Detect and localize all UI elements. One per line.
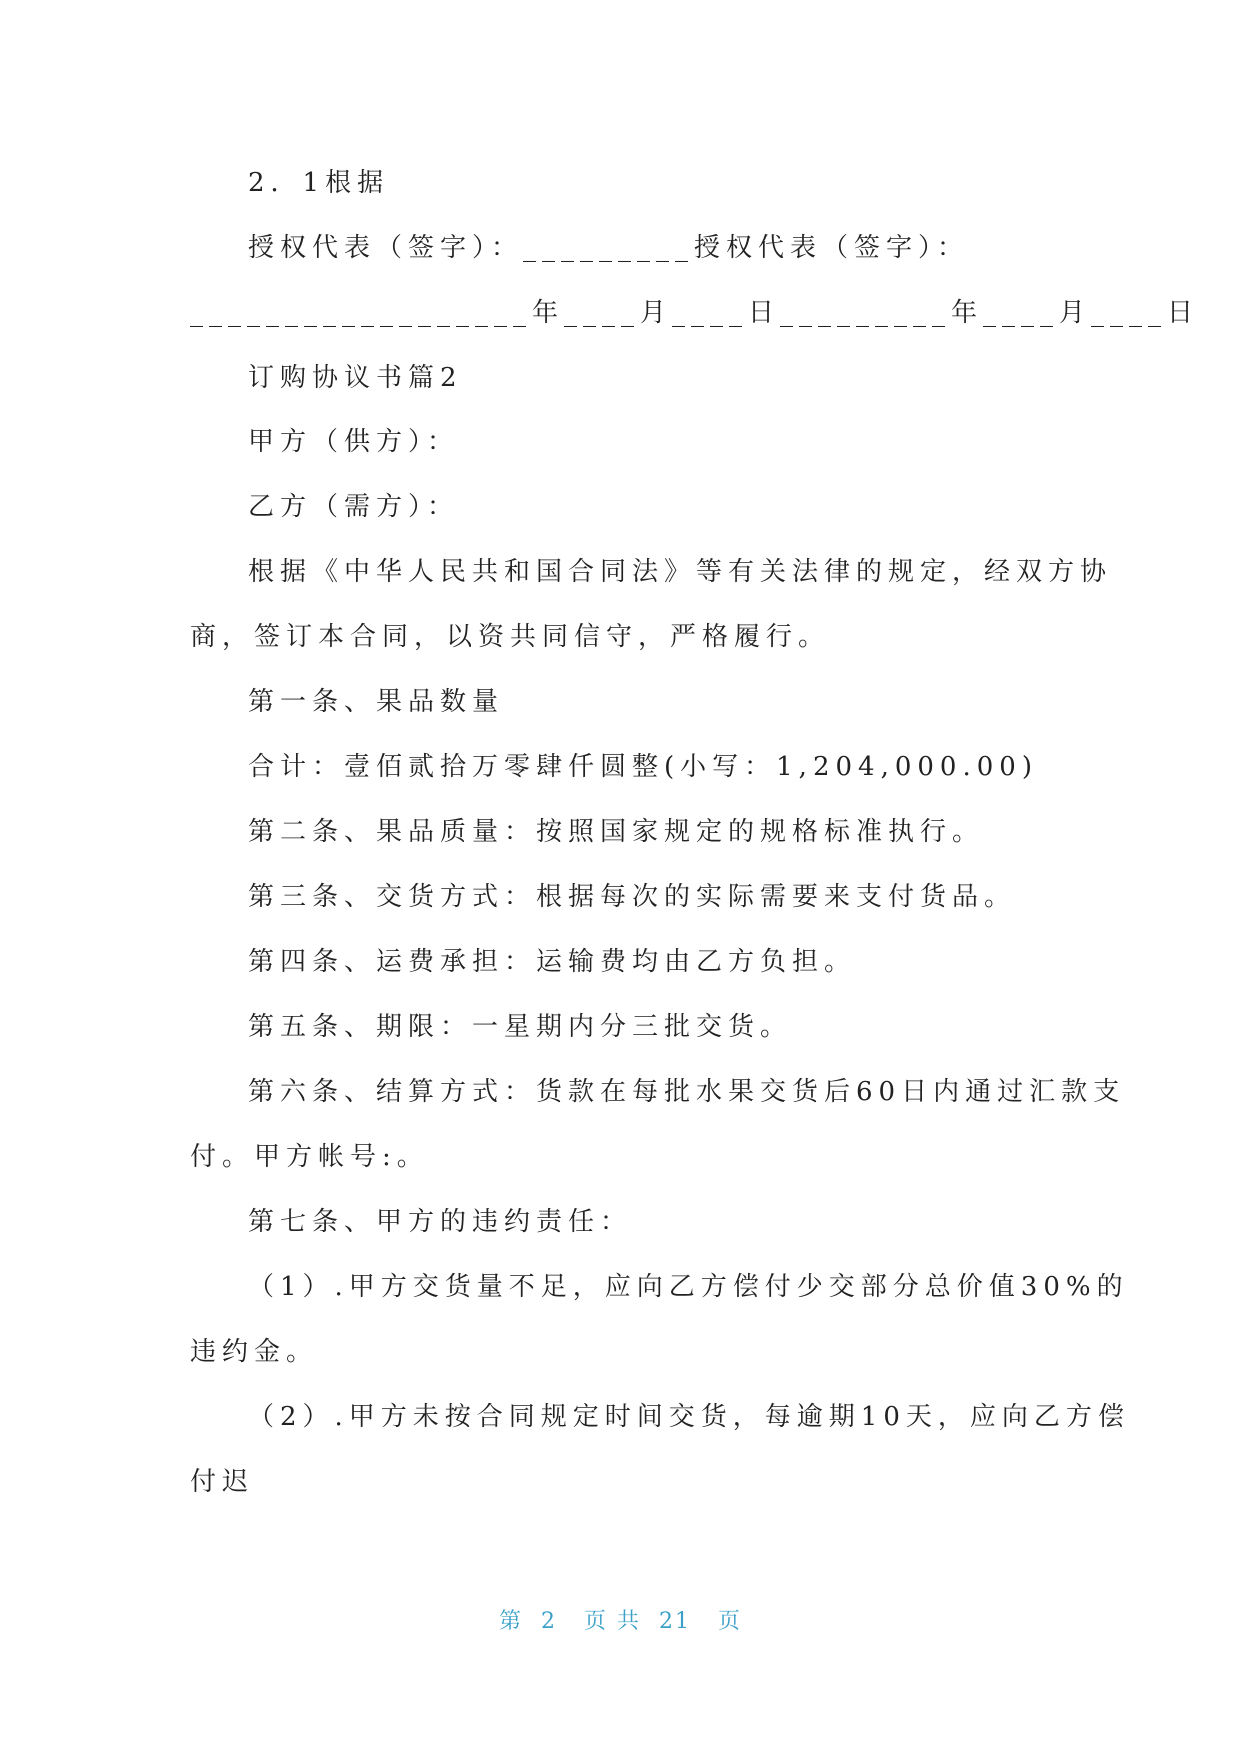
text-line: 第七条、甲方的违约责任：	[248, 1207, 633, 1237]
text-line: 违约金。	[190, 1337, 319, 1367]
text-line: 第三条、交货方式：根据每次的实际需要来支付货品。	[248, 882, 1017, 912]
text-line: 甲方（供方）：	[248, 427, 460, 457]
page-number-footer: 第 2 页 共 21 页	[499, 1609, 742, 1634]
text-line: 乙方（需方）：	[248, 492, 460, 522]
text-line: 商，签订本合同，以资共同信守，严格履行。	[190, 622, 831, 652]
text-line: 第四条、运费承担：运输费均由乙方负担。	[248, 947, 857, 977]
text-line: __________________年____月____日_________年____月____日	[190, 298, 1200, 328]
text-line: 2．1根据	[248, 168, 390, 198]
text-line: （1）.甲方交货量不足，应向乙方偿付少交部分总价值30%的	[248, 1272, 1129, 1302]
section-heading: 订购协议书篇2	[248, 363, 463, 393]
text-line: 授权代表（签字）：_________授权代表（签字）：	[248, 233, 970, 263]
text-line: 第一条、果品数量	[248, 687, 505, 717]
text-line: 合计：壹佰贰拾万零肆仟圆整(小写：1,204,000.00)	[248, 752, 1038, 782]
text-line: 第六条、结算方式：货款在每批水果交货后60日内通过汇款支	[248, 1077, 1126, 1107]
text-line: 付。甲方帐号:。	[190, 1142, 429, 1172]
text-line: 第五条、期限：一星期内分三批交货。	[248, 1012, 793, 1042]
text-line: 根据《中华人民共和国合同法》等有关法律的规定，经双方协	[248, 557, 1113, 587]
text-line: 付迟	[190, 1467, 255, 1497]
text-line: 第二条、果品质量：按照国家规定的规格标准执行。	[248, 817, 985, 847]
text-line: （2）.甲方未按合同规定时间交货，每逾期10天，应向乙方偿	[248, 1402, 1130, 1432]
